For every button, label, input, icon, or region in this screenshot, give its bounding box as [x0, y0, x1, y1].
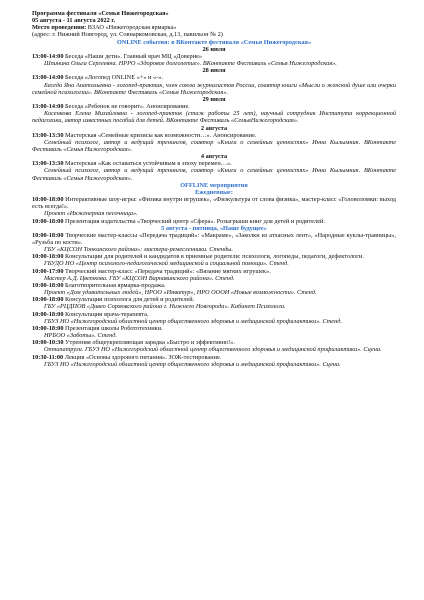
daily-heading: Ежедневные:	[195, 188, 233, 196]
event-line	[32, 339, 396, 346]
event-time: 13:00-14:00	[32, 103, 64, 111]
event-title: Утренняя общеукрепляющая зарядка «Быстро и эффективно!».	[63, 339, 235, 347]
event-time: 10:00-18:00	[32, 253, 64, 261]
venue-value: ВЗАО «Нижегородская ярмарка»	[86, 24, 177, 32]
event-line	[32, 325, 396, 332]
event-title: Консультации врача-терапевта.	[63, 310, 149, 318]
event-line	[32, 196, 396, 210]
day-heading: 5 августа - пятница, «Наше будущее»	[161, 224, 267, 232]
event-title: Беседа «Ребенок не говорит». Анонсирование.	[63, 103, 190, 111]
program-document	[32, 10, 396, 368]
event-time: 10:00-17:00	[32, 267, 64, 275]
event-time: 10:00-18:00	[32, 324, 64, 332]
event-title: Лекция «Основы здорового питания». ЗОЖ-тестирование.	[63, 353, 222, 361]
event-line	[32, 296, 396, 303]
event-description: Мастер А.Д. Цветкова. ГБУ «КЦСОН Варнавинского района». Стенд.	[44, 274, 235, 282]
event-title: Беседа «Наши дети». Главный врач МЦ «Доверие»	[63, 52, 203, 60]
event-description: ГБУ «РЦДПОВ «Дивео Сормовского района г. Нижнего Новгорода». Кабинет Психолога.	[44, 303, 286, 311]
event-title: Консультации психолога для детей и родителей.	[63, 296, 195, 304]
event-title: Консультации для родителей и кандидатов в приемные родители: психологи, логопеды, педагоги, дефектологи.	[63, 253, 364, 261]
day-section	[32, 232, 396, 368]
event-line	[32, 354, 396, 361]
offline-heading: OFFLINE мероприятия	[180, 181, 248, 189]
event-title: Мастерская «Как оставаться устойчивым в эпоху перемен…».	[63, 160, 232, 168]
event-time: 10:00-18:00	[32, 281, 64, 289]
event-time: 10:00-18:00	[32, 310, 64, 318]
event-date: 4 августа	[200, 153, 228, 161]
event-date: 2 августа	[200, 124, 228, 132]
event-line	[32, 132, 396, 139]
event-line	[32, 74, 396, 81]
event-description: Косенкова Елена Михайловна - логопед-практик (стаж работы 25 лет), научный сотрудник Института коррекционной педагогики, автор известных пособий для детей. ВКонтакте Фестиваль «СемьяНижегородская».	[32, 110, 396, 125]
event-title: Мастерская «Семейные кризисы как возможности…». Анонсирование.	[63, 131, 257, 139]
event-date: 28 июля	[202, 67, 226, 75]
venue-line	[32, 24, 396, 31]
event-title: Интерактивные шоу-игры: «Физика внутри игрушек», «Физкультура от слова физика», мастер-класс «Головоломки: выход есть всегда!».	[32, 196, 396, 211]
event-title: Творческие мастер-классы «Передача традиций»: «Макраме», «Заколки из атласных лент», «Народные куклы-травницы», «Рузьба по кости».	[32, 231, 396, 246]
event-line	[32, 218, 396, 225]
daily-section	[32, 196, 396, 225]
event-title: Презентация издательства «Творческий центр «Сфера». Розыгрыши книг для детей и родителей.	[63, 217, 325, 225]
event-time: 10:00-10:30	[32, 339, 64, 347]
event-date: 29 июля	[202, 95, 226, 103]
venue-label: Место проведения:	[32, 24, 87, 32]
event-time: 13:00-13:30	[32, 131, 64, 139]
event-line	[32, 282, 396, 289]
program-title: Программа фестиваля «Семья Нижегородская»	[32, 10, 169, 17]
event-description: НРБОО «Заботы». Стенд.	[44, 332, 118, 340]
event-line	[32, 160, 396, 167]
event-title: Творческий мастер-класс «Передача традиций»: «Вязание мягких игрушек».	[63, 267, 271, 275]
event-description: Проект «Дом удивительных людей», НРОО «Инватур», НРО ОООИ «Новые возможности». Стенд.	[44, 289, 317, 297]
online-heading: ONLINE события: в ВКонтакте фестиваля «Семья Нижегородская»	[116, 38, 312, 46]
event-title: Благотворительная ярмарка-продажа.	[63, 281, 166, 289]
event-description: Семейный психолог, автор и ведущий тренингов, соавтор «Книги о семейных ценностях» Инна Кылымник. ВКонтакте Фестиваль «Семья Нижегородская».	[32, 167, 396, 182]
event-description: Проект «Инженерная песочница».	[44, 210, 138, 218]
event-description: Шпинина Ольга Сергеевна. НРРО «Здоровое долголетие». ВКонтакте Фестиваль «Семья Нижегородская».	[44, 60, 337, 68]
festival-dates: 05 августа - 11 августа 2022 г.	[32, 17, 116, 25]
event-title: Презентация школы Робототехники.	[63, 324, 163, 332]
online-section	[32, 46, 396, 182]
event-title: Беседа «Логопед ONLINE «+» и «-».	[63, 74, 163, 82]
event-description: ГБУЗ НО «Нижегородский областной центр общественного здоровья и медицинской профилактики». Сцена.	[44, 360, 341, 368]
event-line	[32, 53, 396, 60]
event-time: 10:00-18:00	[32, 217, 64, 225]
event-description: ГБУ «КЦСОН Тонкинского района»: мастера-ремесленники. Стенды.	[44, 246, 234, 254]
event-date: 26 июля	[202, 45, 226, 53]
event-time: 10:00-18:00	[32, 296, 64, 304]
event-line	[32, 253, 396, 260]
event-description: Семейный психолог, автор и ведущий тренингов, соавтор «Книги о семейных ценностях» Инна Кылымник. ВКонтакте Фестиваль «Семья Нижегородская».	[32, 138, 396, 153]
event-time: 10:00-18:00	[32, 196, 64, 204]
event-line	[32, 103, 396, 110]
event-time: 13:00-13:30	[32, 160, 64, 168]
event-time: 13:00-14:00	[32, 74, 64, 82]
venue-address: (адрес: г. Нижний Новгород, ул. Совнаркомовская, д.13, павильон № 2)	[32, 31, 223, 39]
event-time: 13:00-14:00	[32, 52, 64, 60]
event-time: 10:30-11:00	[32, 353, 64, 361]
event-description: Оптипатрули. ГБУЗ НО «Нижегородский областной центр общественного здоровья и медицинской профилактики». Сцена.	[44, 346, 382, 354]
event-description: Беседа Яна Анатольевна - логопед-практик, член союза журналистов России, соавтор книги «Мысли о женской душе или очерки семейной психологии». ВКонтакте Фестиваль «Семья Нижегородская».	[32, 81, 396, 96]
event-line	[32, 311, 396, 318]
event-time: 10:00-18:00	[32, 231, 64, 239]
event-line	[32, 232, 396, 246]
event-description: ГБУЗ НО «Нижегородский областной центр общественного здоровья и медицинской профилактики». Стенд.	[44, 317, 342, 325]
event-line	[32, 268, 396, 275]
event-description: ГБУДО НО «Центр психолого-педагогической медицинской и социальной помощи». Стенд.	[44, 260, 289, 268]
